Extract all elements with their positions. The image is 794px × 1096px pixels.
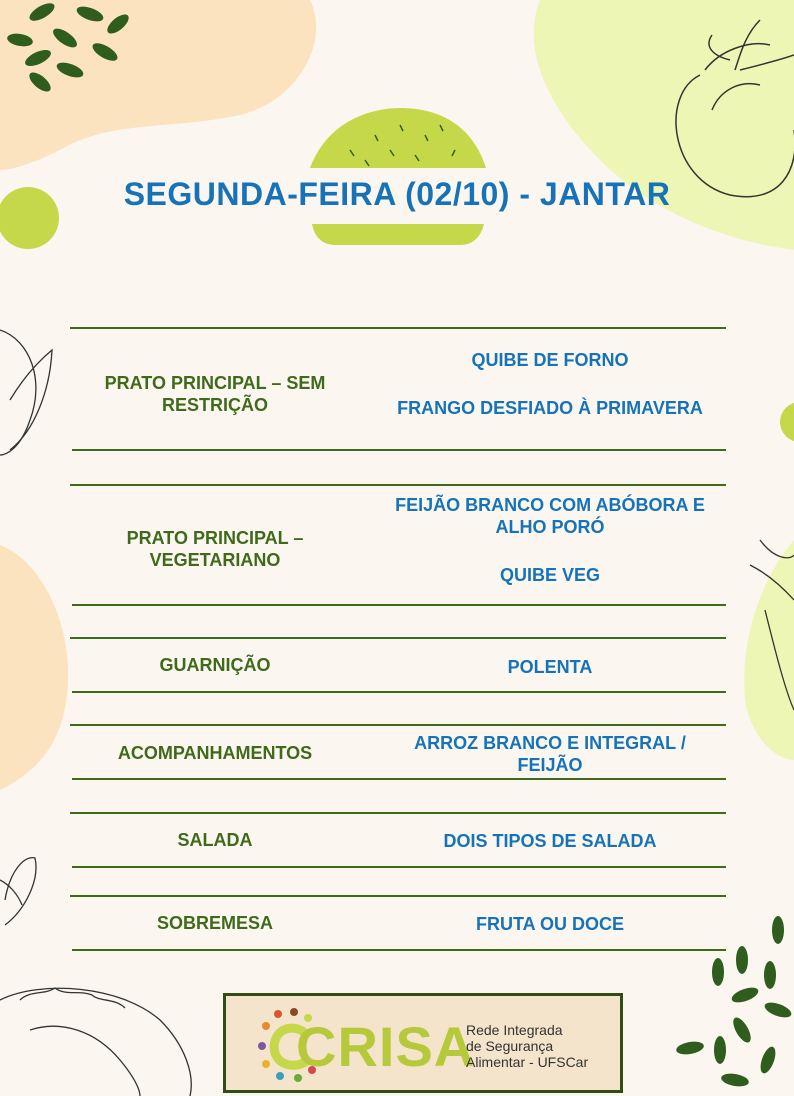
divider-bottom	[72, 691, 726, 693]
divider-bottom	[72, 449, 726, 451]
divider-bottom	[72, 604, 726, 606]
menu-item-value: QUIBE DE FORNO	[471, 350, 629, 370]
crisa-logo-box	[223, 993, 623, 1093]
menu-item-value: FRANGO DESFIADO À PRIMAVERA	[397, 398, 703, 418]
menu-item-value: FRUTA OU DOCE	[476, 914, 624, 934]
menu-category-label: SALADA	[177, 830, 253, 850]
peach-blob-left	[0, 545, 68, 790]
menu-category-label: GUARNIÇÃO	[159, 655, 271, 675]
page-title: SEGUNDA-FEIRA (02/10) - JANTAR	[123, 176, 671, 212]
divider-bottom	[72, 866, 726, 868]
divider-bottom	[72, 778, 726, 780]
crisa-logo-word: CRISA	[296, 1015, 476, 1078]
bun-top-icon	[310, 108, 486, 168]
menu-item-value: POLENTA	[507, 657, 593, 677]
menu-item-value: ARROZ BRANCO E INTEGRAL / FEIJÃO	[414, 733, 686, 775]
divider-top	[70, 895, 726, 897]
menu-category-label: ACOMPANHAMENTOS	[117, 743, 313, 763]
menu-item-value: FEIJÃO BRANCO COM ABÓBORA E ALHO PORÓ	[395, 495, 705, 537]
menu-category-label: SOBREMESA	[156, 913, 273, 933]
taco-icon	[0, 988, 191, 1096]
logo-line-2: de Segurança	[466, 1038, 554, 1054]
bun-bottom-icon	[312, 224, 484, 245]
menu-category-label: PRATO PRINCIPAL – VEGETARIANO	[126, 528, 304, 570]
green-dot-right	[780, 402, 794, 442]
crisa-logo-caption	[466, 1022, 588, 1070]
menu-category-label: PRATO PRINCIPAL – SEM RESTRIÇÃO	[104, 373, 326, 415]
divider-top	[70, 327, 726, 329]
green-blob-right	[744, 540, 794, 760]
logo-line-3: Alimentar - UFSCar	[466, 1054, 589, 1070]
divider-bottom	[72, 949, 726, 951]
divider-top	[70, 484, 726, 486]
seeds-bottom-right-icon	[675, 916, 793, 1088]
leaf-left-icon	[0, 330, 52, 455]
divider-top	[70, 724, 726, 726]
logo-line-1: Rede Integrada	[466, 1022, 563, 1038]
leaf-lower-left-icon	[0, 858, 36, 925]
menu-item-value: DOIS TIPOS DE SALADA	[443, 831, 657, 851]
menu-item-value: QUIBE VEG	[499, 565, 601, 585]
divider-top	[70, 812, 726, 814]
divider-top	[70, 637, 726, 639]
